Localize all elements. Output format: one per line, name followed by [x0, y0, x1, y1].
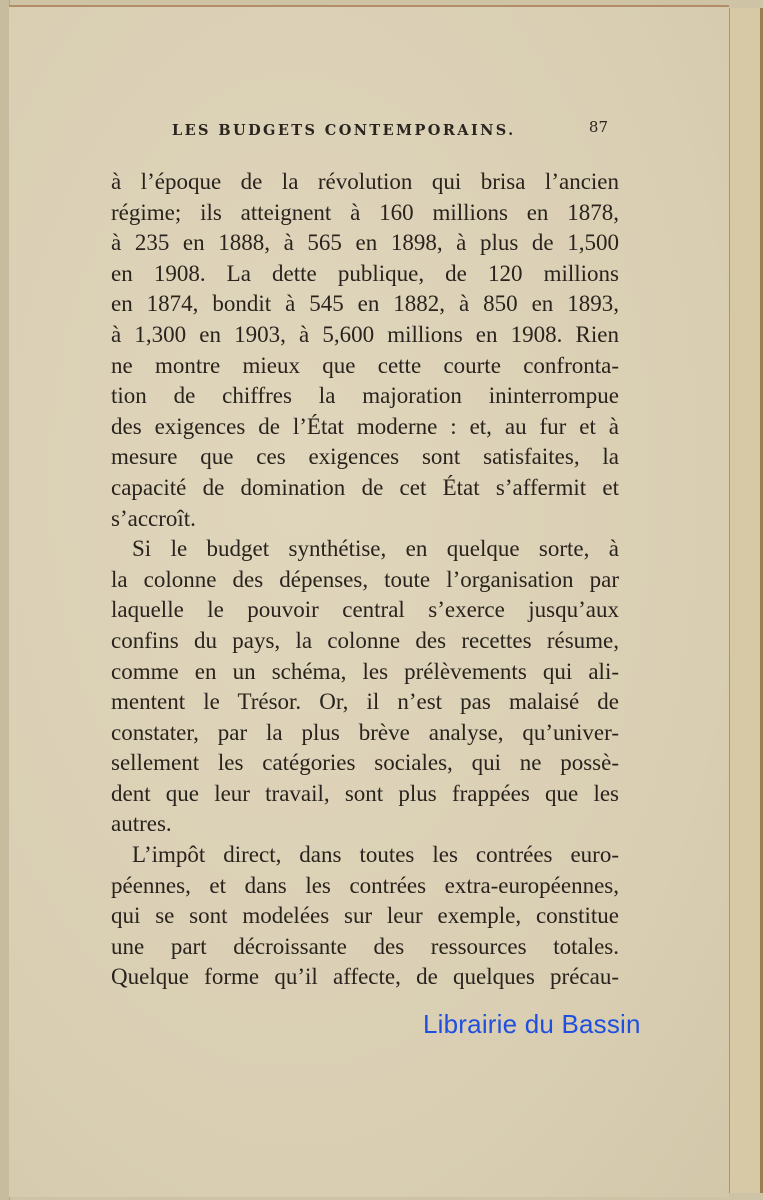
text-line: laquelle le pouvoir central s’exerce jusqu’aux	[111, 597, 619, 623]
text-line: dent que leur travail, sont plus frappées que les	[111, 780, 619, 806]
text-line: à 235 en 1888, à 565 en 1898, à plus de 1,500	[111, 230, 619, 256]
text-line: capacité de domination de cet État s’affermit et	[111, 474, 619, 500]
paragraph-end-line: autres.	[111, 811, 172, 837]
running-head	[172, 118, 622, 142]
paragraph-start-line: L’impôt direct, dans toutes les contrées euro-	[132, 842, 619, 868]
text-line: mentent le Trésor. Or, il n’est pas malaisé de	[111, 689, 619, 715]
text-line: la colonne des dépenses, toute l’organisation par	[111, 566, 619, 592]
text-line: mesure que ces exigences sont satisfaites, la	[111, 444, 619, 470]
text-line: comme en un schéma, les prélèvements qui ali-	[111, 658, 619, 684]
text-line: des exigences de l’État moderne : et, au fur et à	[111, 413, 619, 439]
body-text	[111, 167, 619, 993]
text-line: Quelque forme qu’il affecte, de quelques précau-	[111, 964, 619, 990]
text-line: en 1874, bondit à 545 en 1882, à 850 en 1893,	[111, 291, 619, 317]
text-line: à l’époque de la révolution qui brisa l’ancien	[111, 169, 619, 194]
page-number: 87	[588, 118, 608, 136]
running-title: LES BUDGETS CONTEMPORAINS.	[172, 122, 516, 139]
text-line: régime; ils atteignent à 160 millions en 1878,	[111, 199, 619, 225]
text-line: sellement les catégories sociales, qui ne possè-	[111, 750, 619, 776]
text-line: qui se sont modelées sur leur exemple, constitue	[111, 903, 619, 929]
paragraph-end-line: s’accroît.	[111, 505, 196, 531]
text-line: en 1908. La dette publique, de 120 millions	[111, 260, 619, 286]
text-line: confins du pays, la colonne des recettes résume,	[111, 627, 619, 653]
text-line: ne montre mieux que cette courte confronta-	[111, 352, 619, 378]
paragraph-start-line: Si le budget synthétise, en quelque sorte, à	[132, 536, 619, 562]
text-line: une part décroissante des ressources totales.	[111, 933, 619, 959]
text-line: péennes, et dans les contrées extra-européennes,	[111, 872, 619, 898]
text-line: à 1,300 en 1903, à 5,600 millions en 1908. Rien	[111, 321, 619, 347]
text-line: tion de chiffres la majoration ininterrompue	[111, 383, 619, 409]
watermark: Librairie du Bassin	[423, 1009, 641, 1039]
text-line: constater, par la plus brève analyse, qu’univer-	[111, 719, 619, 745]
page-stack-edge	[729, 8, 763, 1193]
